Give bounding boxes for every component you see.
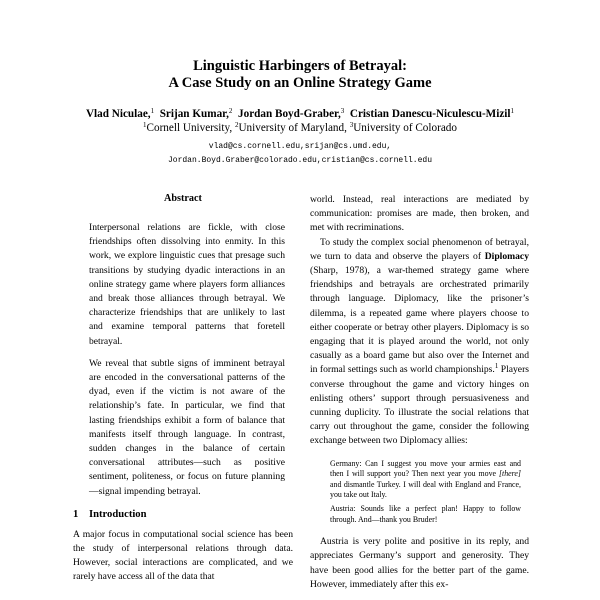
- intro-paragraph-1: A major focus in computational social science has been the study of interpersonal relations through data. However, social interactions are complicated, and we rarely have access all of the data that: [73, 528, 293, 583]
- affiliation-mark: 1: [510, 107, 515, 115]
- left-column: [73, 193, 293, 585]
- paragraph-text: Players converse throughout the game and victory hinges on enlisting others’ support through persuasiveness and cunning duplicity. To illustrate the social relations that carry out throughout the game, consider the following exchange between two Diplomacy allies:: [310, 364, 529, 447]
- abstract-paragraph-1: Interpersonal relations are fickle, with close friendships often dissolving into enmity. In this work, we explore linguistic cues that presage such transitions by studying dyadic interactions in an online strategy game where players form alliances and break those alliances through betrayal. We characterize friendships that are unlikely to last and examine temporal patterns that foretell betrayal.: [89, 222, 285, 347]
- title-line-2: A Case Study on an Online Strategy Game: [168, 75, 432, 91]
- abstract-body: [73, 221, 293, 499]
- intro-paragraph-3: Austria is very polite and positive in its reply, and appreciates Germany’s support and generosity. They have been good allies for the better part of the game. However, immediately after this ex-: [310, 536, 529, 590]
- quote-emphasis: [there]: [498, 469, 521, 479]
- right-column: [310, 193, 529, 592]
- affiliation-list: [0, 122, 600, 134]
- quote-germany: Germany: Can I suggest you move your armies east and then I will support you? Then next year you move [there] and dismantle Turkey. I will deal with England and France, you take out Italy.: [330, 458, 521, 500]
- game-name: Diplomacy: [484, 250, 529, 262]
- dialogue-excerpt: [330, 459, 521, 526]
- paper-title: [0, 58, 600, 92]
- affiliation-name: University of Maryland,: [238, 122, 347, 134]
- affiliation-mark: 3: [340, 107, 345, 115]
- affiliation-mark: 2: [234, 121, 239, 129]
- abstract-heading: Abstract: [164, 193, 202, 204]
- section-number: 1: [73, 508, 79, 520]
- author-name: Vlad Niculae,: [85, 108, 151, 120]
- affiliation-mark: 1: [150, 107, 155, 115]
- abstract-paragraph-2: We reveal that subtle signs of imminent betrayal are encoded in the conversational patterns of the dyad, even if the victim is not aware of the relationship’s fate. In particular, we find that lasting friendships exhibit a form of balance that manifests itself through language. In contrast, sudden changes in the balance of certain conversational attributes—such as positive sentiment, politeness, or focus on future planning—signal impending betrayal.: [89, 357, 285, 497]
- affiliation-mark: 3: [349, 121, 354, 129]
- affiliation-name: University of Colorado: [353, 122, 457, 134]
- intro-paragraph-2: [310, 236, 529, 449]
- section-heading-introduction: [73, 509, 293, 520]
- intro-paragraph-continued: world. Instead, real interactions are mediated by communication: promises are made, then broken, and met with recriminations.: [310, 194, 529, 234]
- section-title: Introduction: [89, 508, 147, 520]
- affiliation-mark: 2: [228, 107, 233, 115]
- quote-austria: Austria: Sounds like a perfect plan! Happy to follow through. And—thank you Bruder!: [330, 504, 521, 524]
- author-name: Cristian Danescu-Niculescu-Mizil: [349, 108, 511, 120]
- author-emails-line-1: vlad@cs.cornell.edu,srijan@cs.umd.edu,: [208, 142, 392, 151]
- paragraph-text: (Sharp, 1978), a war-themed strategy game where friendships and betrayals are orchestrated primarily through language. Diplomacy, like the prisoner’s dilemma, is a repeated game where players choose to either cooperate or betray other players. Diplomacy is so engaging that it is played around the world, not only casually as a board game but also over the Internet and in formal settings such as world championships.: [310, 265, 529, 376]
- author-emails-line-2: Jordan.Boyd.Graber@colorado.edu,cristian@cs.cornell.edu: [167, 156, 433, 165]
- affiliation-name: Cornell University,: [146, 122, 233, 134]
- title-line-1: Linguistic Harbingers of Betrayal:: [193, 58, 407, 74]
- author-name: Jordan Boyd-Graber,: [238, 108, 341, 120]
- author-name: Srijan Kumar,: [159, 108, 229, 120]
- author-list: [0, 108, 600, 120]
- footnote-mark: 1: [494, 362, 499, 371]
- paragraph-text: To study the complex social phenomenon of betrayal, we turn to data and observe the players of: [310, 236, 529, 262]
- affiliation-mark: 1: [143, 121, 147, 129]
